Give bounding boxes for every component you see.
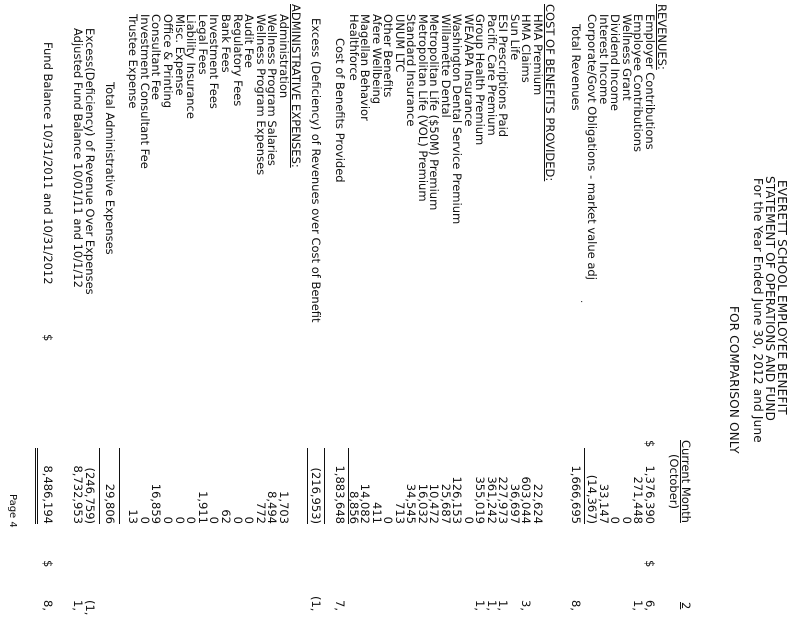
line-item-value: 0: [608, 516, 623, 524]
line-item-value: 0: [230, 516, 245, 524]
line-item-value: 0: [207, 516, 222, 524]
fund-balance-dollar-2: $: [41, 560, 55, 568]
line-item-label: Audit Fee: [242, 14, 257, 68]
line-item-value: 603,044: [519, 476, 534, 524]
line-item-value: 13: [126, 509, 141, 524]
fund-balance-value: 8,486,194: [41, 465, 55, 524]
header-line-3: For the Year Ended June 30, 2012 and June: [751, 178, 765, 443]
line-item-label: Liability Insurance: [184, 14, 199, 119]
line-item-value: 713: [393, 502, 407, 524]
line-item-label: Consultant Fee: [149, 14, 164, 100]
fund-balance-col2: 8,: [41, 600, 55, 611]
line-item-value: 8,732,953: [71, 465, 85, 524]
line-item-label: ESI Prescriptions Paid: [496, 14, 511, 138]
line-item-value: 25,687: [439, 483, 453, 524]
line-item-value: 355,019: [473, 476, 488, 524]
admin-total-label: Total Administrative Expenses: [103, 82, 117, 255]
line-item-label: Bank Fees: [219, 14, 233, 73]
line-item-label: Investment Fees: [207, 14, 222, 109]
line-item-label: Healthforce: [347, 14, 361, 81]
line-item-col2: 1,: [496, 600, 511, 611]
line-item-label: Misc. Expense: [172, 14, 187, 96]
header-line-1: EVERETT SCHOOL EMPLOYEE BENEFIT: [775, 180, 789, 415]
line-item-value: 772: [253, 502, 268, 524]
line-item-value: 0: [462, 516, 476, 524]
line-item-label: Trustee Expense: [126, 14, 141, 109]
line-item-label: Washington Dental Service Premium: [450, 14, 465, 225]
line-item-value: 0: [137, 516, 152, 524]
admin-rule: [119, 448, 120, 524]
line-item-col2: (1,: [83, 600, 97, 616]
page-number: Page 4: [7, 494, 18, 528]
line-item-label: HMA Premium: [531, 14, 545, 96]
line-item-label: Group Health Premium: [473, 14, 488, 146]
line-item-value: 33,147: [596, 483, 611, 524]
column-header-current-month-sub: (October): [667, 454, 681, 509]
line-item-label: Magellan Behavior: [358, 14, 373, 121]
fund-balance-label: Fund Balance 10/31/2011 and 10/31/2012: [41, 42, 55, 285]
line-item-value: 0: [381, 516, 396, 524]
line-item-label: Office & Printing: [161, 14, 175, 109]
line-item-label: Wellness Program Salaries: [265, 14, 280, 166]
line-item-value: 0: [184, 516, 199, 524]
line-item-label: Administration: [277, 14, 291, 99]
line-item-label: Wellness Grant: [619, 14, 634, 101]
line-item-label: UNUM LTC: [393, 14, 407, 73]
line-item-value: 126,153: [450, 476, 465, 524]
line-item-label: Employee Contributions: [631, 14, 646, 153]
line-item-col2: 6,: [643, 600, 657, 611]
line-item-label: Pacific Care Premium: [485, 14, 499, 136]
line-item-label: HMA Claims: [519, 14, 534, 83]
fund-balance-dollar: $: [41, 334, 55, 342]
line-item-label: Willamette Dental: [439, 14, 453, 118]
line-item-value: 16,859: [149, 483, 164, 524]
line-item-label: Wellness Program Expenses: [253, 14, 268, 176]
cost-of-benefits-total-label: Cost of Benefits Provided: [333, 38, 347, 183]
cost-of-benefits-total-value: 1,883,648: [333, 465, 347, 524]
line-item-value: (14,367): [585, 474, 599, 524]
line-item-label: Sun Life: [508, 14, 522, 61]
excess-cost-value: (216,953): [309, 467, 323, 524]
line-item-label: Interest Income: [596, 14, 611, 105]
line-item-label: Legal Fees: [195, 14, 210, 75]
line-item-col2: 1,: [473, 600, 488, 611]
line-item-label: Adjusted Fund Balance 10/01/11 and 10/1/12: [71, 28, 85, 288]
tick-mark: ·: [575, 300, 586, 304]
line-item-value: 0: [242, 516, 257, 524]
costs-rule: [348, 448, 349, 524]
line-item-value: 0: [172, 516, 187, 524]
line-item-label: Excess(Deficiency) of Revenue Over Expenses: [83, 28, 97, 295]
fund-balance-double-rule: [35, 448, 38, 524]
line-item-value: 8,494: [265, 491, 280, 524]
line-item-value: 8,856: [347, 491, 361, 524]
line-item-value: 22,624: [531, 483, 545, 524]
column-header-current-month: Current Month: [679, 440, 693, 523]
line-item-value: 16,032: [416, 483, 430, 524]
line-item-label: Standard Insurance: [404, 14, 419, 127]
summary-rule: [99, 448, 100, 524]
line-item-col2: 1,: [631, 600, 646, 611]
excess-rule-bottom: [307, 448, 308, 524]
line-item-value: 361,242: [485, 476, 499, 524]
line-item-label: Dividend Income: [608, 14, 623, 111]
line-item-label: Other Benefits: [381, 14, 396, 98]
admin-expenses-heading: ADMINISTRATIVE EXPENSES:: [289, 4, 303, 168]
line-item-value: 14,082: [358, 483, 373, 524]
line-item-value: 62: [219, 509, 233, 524]
line-item-value: (246,759): [83, 467, 97, 524]
line-item-value: 1,703: [277, 491, 291, 524]
line-item-value: 411: [370, 502, 384, 524]
line-item-label: Employer Contributions: [643, 14, 657, 150]
line-item-label: WEA/APA Insurance: [462, 14, 476, 127]
line-item-label: Regulatory Fees: [230, 14, 245, 107]
line-item-value: 1,376,390: [643, 465, 657, 524]
header-line-2: STATEMENT OF OPERATIONS AND FUND: [763, 176, 777, 422]
line-item-label: Corporate/Govt Obligations - market value adj: [585, 14, 599, 280]
line-item-col2: 1,: [485, 600, 499, 611]
revenues-heading: REVENUES:: [655, 4, 669, 70]
dollar-sign-col2: $: [643, 560, 657, 568]
line-item-col2: 3,: [519, 600, 534, 611]
revenues-rule: [584, 448, 585, 524]
excess-cost-label: Excess (Deficiency) of Revenues over Cost of Benefit: [309, 18, 323, 323]
total-revenues-label: Total Revenues: [569, 24, 583, 111]
line-item-value: 36,697: [508, 483, 522, 524]
line-item-value: 227,973: [496, 476, 511, 524]
line-item-value: 34,545: [404, 483, 419, 524]
line-item-label: Afere Wellbeing: [370, 14, 384, 105]
excess-cost-col2: (1,: [309, 596, 323, 612]
total-revenues-col2: 8,: [569, 600, 583, 611]
line-item-value: 10,472: [427, 483, 442, 524]
total-revenues-value: 1,666,695: [569, 465, 583, 524]
line-item-label: Investment Consultant Fee: [137, 14, 152, 169]
line-item-value: 0: [161, 516, 175, 524]
line-item-value: 1,911: [195, 491, 210, 524]
cost-of-benefits-heading: COST OF BENEFITS PROVIDED:: [543, 4, 557, 182]
cost-of-benefits-total-col2: 7,: [333, 600, 347, 611]
admin-total-value: 29,806: [103, 483, 117, 524]
line-item-value: 0: [619, 516, 634, 524]
line-item-label: Metropolitan Life (VOL) Premium: [416, 14, 430, 202]
header-line-4: FOR COMPARISON ONLY: [727, 306, 741, 454]
line-item-label: Metropolitan Life ($50M) Premium: [427, 14, 442, 211]
dollar-sign: $: [643, 440, 657, 448]
column-header-2: 2: [679, 602, 693, 610]
line-item-value: 271,448: [631, 476, 646, 524]
excess-rule-top: [324, 448, 325, 524]
line-item-col2: 1,: [71, 600, 85, 611]
